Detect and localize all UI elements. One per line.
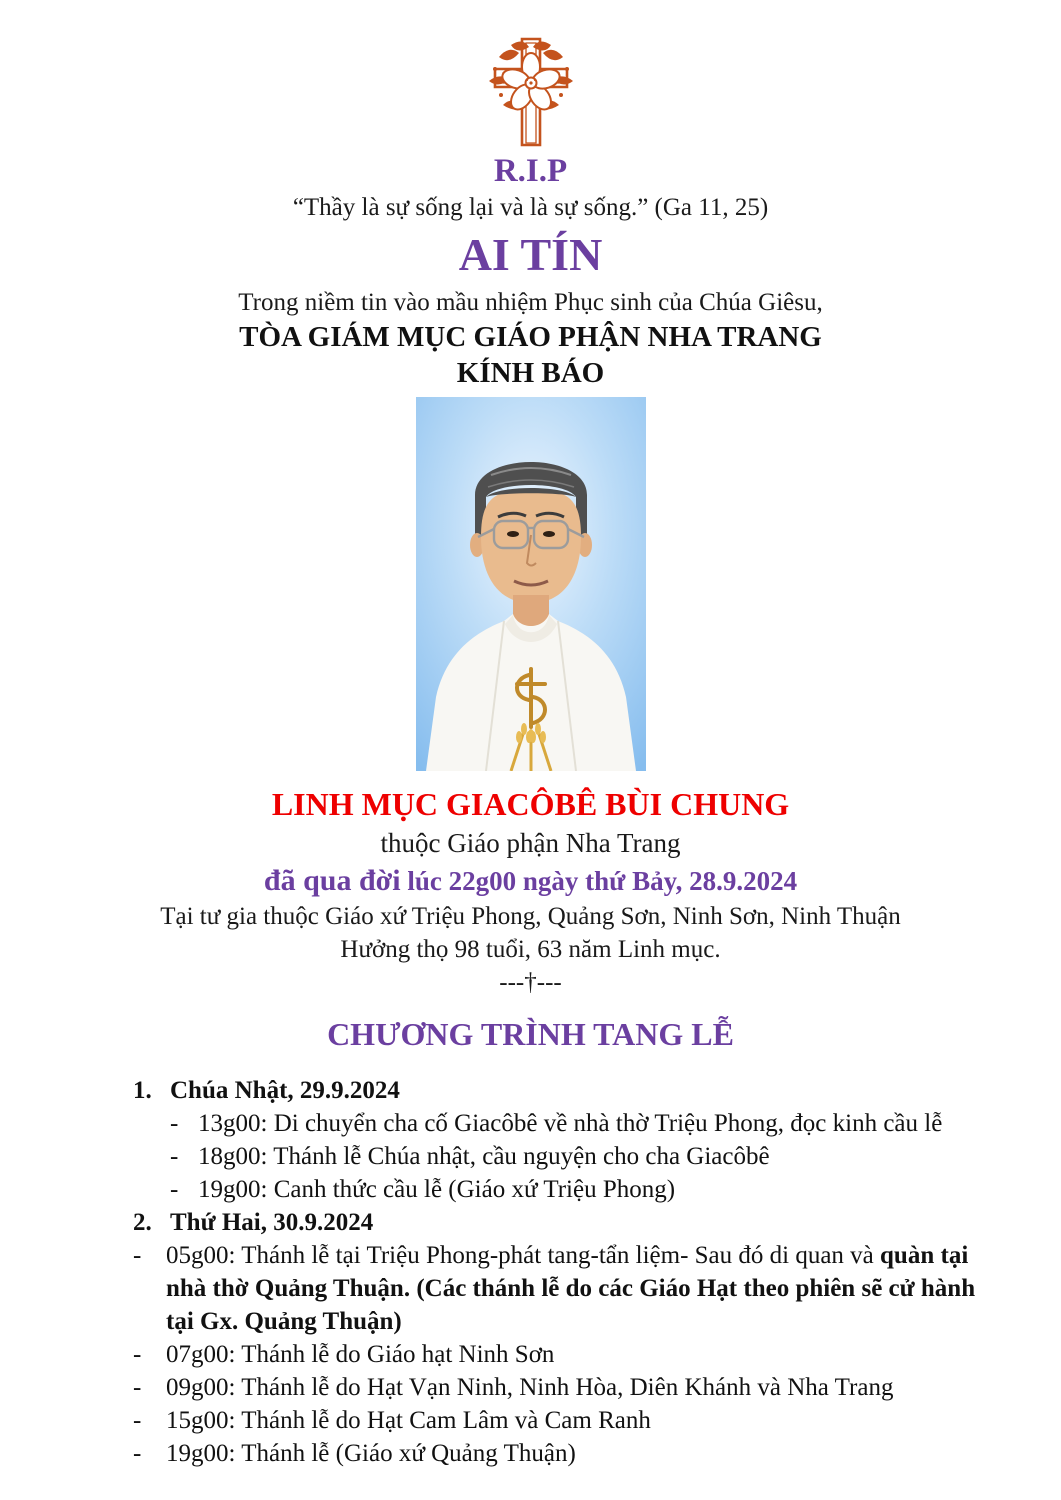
item-dash: - — [170, 1143, 179, 1170]
cross-with-flowers-icon — [475, 33, 587, 151]
diocese-name: TÒA GIÁM MỤC GIÁO PHẬN NHA TRANG — [239, 321, 822, 353]
item-text: 15g00: Thánh lễ do Hạt Cam Lâm và Cam Ranh — [166, 1407, 651, 1434]
item-text: 09g00: Thánh lễ do Hạt Vạn Ninh, Ninh Hòa, Diên Khánh và Nha Trang — [166, 1374, 894, 1401]
program-section-title — [133, 1074, 1005, 1107]
section-date: Thứ Hai, 30.9.2024 — [170, 1209, 374, 1236]
deceased-name: LINH MỤC GIACÔBÊ BÙI CHUNG — [271, 786, 790, 822]
program-item — [133, 1404, 1005, 1437]
program-heading: CHƯƠNG TRÌNH TANG LỄ — [327, 1016, 734, 1052]
program-item — [133, 1173, 1005, 1206]
deceased-portrait-photo — [416, 397, 646, 771]
announcement-body — [0, 33, 1061, 1055]
program-item — [133, 1239, 1005, 1338]
death-detail: lúc 22g00 ngày thứ Bảy, 28.9.2024 — [400, 866, 798, 896]
item-dash: - — [133, 1440, 142, 1467]
item-text: 13g00: Di chuyển cha cố Giacôbê về nhà thờ Triệu Phong, đọc kinh cầu lễ — [198, 1110, 943, 1137]
section-number: 2. — [133, 1209, 152, 1236]
item-text: 07g00: Thánh lễ do Giáo hạt Ninh Sơn — [166, 1341, 555, 1368]
item-text: 18g00: Thánh lễ Chúa nhật, cầu nguyện cho cha Giacôbê — [198, 1143, 770, 1170]
item-dash: - — [170, 1176, 179, 1203]
item-dash: - — [133, 1341, 142, 1368]
announce-label: KÍNH BÁO — [456, 357, 605, 389]
section-number: 1. — [133, 1077, 152, 1104]
item-dash: - — [133, 1242, 142, 1269]
cross-divider: ---†--- — [499, 969, 562, 996]
item-text: 05g00: Thánh lễ tại Triệu Phong-phát tang-tẩn liệm- Sau đó di quan và quàn tại nhà thờ Quảng Thuận. (Các thánh lễ do các Giáo Hạt theo phiên sẽ cử hành tại Gx. Quảng Thuận) — [166, 1242, 976, 1335]
death-notice-line — [0, 862, 1061, 900]
program-item — [133, 1140, 1005, 1173]
section-date: Chúa Nhật, 29.9.2024 — [170, 1077, 400, 1104]
program-item — [133, 1371, 1005, 1404]
death-lead: đã qua đời — [263, 864, 401, 897]
funeral-program-list — [133, 1074, 1005, 1470]
scripture-quote: “Thầy là sự sống lại và là sự sống.” (Ga 11, 25) — [292, 194, 769, 221]
item-dash: - — [133, 1407, 142, 1434]
program-section-title — [133, 1206, 1005, 1239]
program-item — [133, 1338, 1005, 1371]
death-place-line: Tại tư gia thuộc Giáo xứ Triệu Phong, Quảng Sơn, Ninh Sơn, Ninh Thuận — [160, 903, 901, 930]
intro-line: Trong niềm tin vào mầu nhiệm Phục sinh của Chúa Giêsu, — [238, 289, 823, 316]
age-line: Hưởng thọ 98 tuổi, 63 năm Linh mục. — [340, 936, 721, 963]
program-item — [133, 1107, 1005, 1140]
item-text: 19g00: Thánh lễ (Giáo xứ Quảng Thuận) — [166, 1440, 576, 1467]
rip-text: R.I.P — [493, 153, 568, 189]
program-item — [133, 1437, 1005, 1470]
deceased-affiliation: thuộc Giáo phận Nha Trang — [380, 828, 681, 858]
item-dash: - — [170, 1110, 179, 1137]
item-text: 19g00: Canh thức cầu lễ (Giáo xứ Triệu Phong) — [198, 1176, 676, 1203]
item-dash: - — [133, 1374, 142, 1401]
page-title: AI TÍN — [458, 229, 603, 280]
